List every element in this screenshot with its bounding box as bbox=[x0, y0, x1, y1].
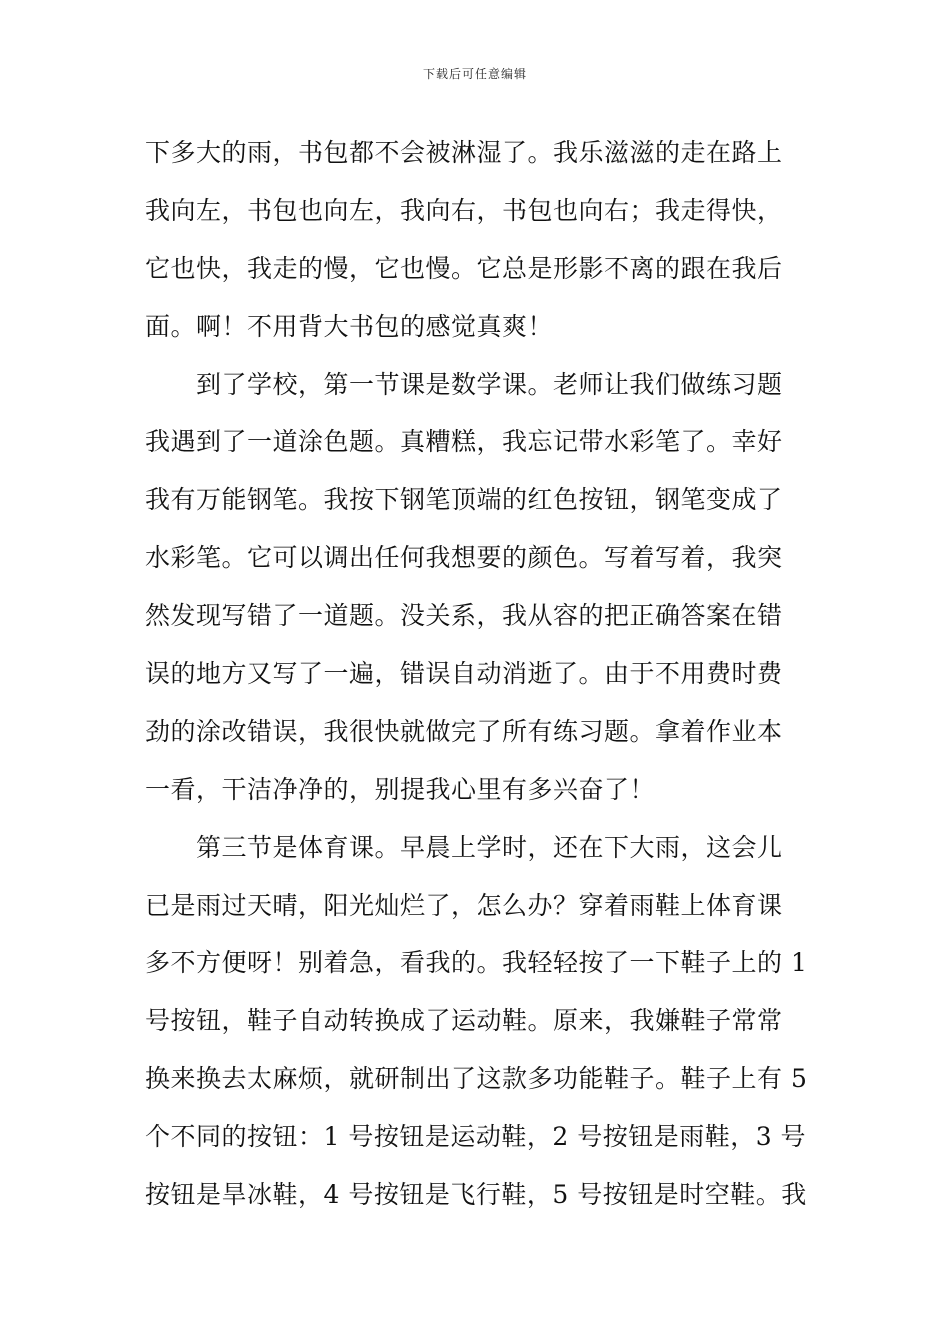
text-line: 按钮是旱冰鞋，4 号按钮是飞行鞋，5 号按钮是时空鞋。我 bbox=[145, 1180, 807, 1210]
text-line: 到了学校，第一节课是数学课。老师让我们做练习题 bbox=[145, 369, 783, 399]
text-line: 误的地方又写了一遍，错误自动消逝了。由于不用费时费 bbox=[145, 659, 783, 689]
text-line: 多不方便呀！别着急，看我的。我轻轻按了一下鞋子上的 1 bbox=[145, 948, 808, 978]
text-line: 我向左，书包也向左，我向右，书包也向右；我走得快， bbox=[145, 195, 783, 225]
text-line: 下多大的雨，书包都不会被淋湿了。我乐滋滋的走在路上 bbox=[145, 138, 783, 167]
text-line: 已是雨过天晴，阳光灿烂了，怎么办？穿着雨鞋上体育课 bbox=[145, 890, 783, 920]
text-line: 换来换去太麻烦，就研制出了这款多功能鞋子。鞋子上有 5 bbox=[145, 1064, 808, 1094]
text-line: 个不同的按钮：1 号按钮是运动鞋，2 号按钮是雨鞋，3 号 bbox=[145, 1122, 807, 1152]
text-line: 水彩笔。它可以调出任何我想要的颜色。写着写着，我突 bbox=[145, 543, 783, 573]
text-line: 一看，干洁净净的，别提我心里有多兴奋了！ bbox=[145, 774, 656, 804]
text-line: 面。啊！不用背大书包的感觉真爽！ bbox=[145, 311, 554, 341]
text-line: 劲的涂改错误，我很快就做完了所有练习题。拿着作业本 bbox=[145, 716, 783, 746]
text-line: 第三节是体育课。早晨上学时，还在下大雨，这会儿 bbox=[145, 832, 783, 862]
text-line: 它也快，我走的慢，它也慢。它总是形影不离的跟在我后 bbox=[145, 253, 783, 283]
text-line: 号按钮，鞋子自动转换成了运动鞋。原来，我嫌鞋子常常 bbox=[145, 1006, 783, 1036]
page-header-note: 下载后可任意编辑 bbox=[422, 67, 527, 81]
document-body bbox=[145, 131, 810, 1231]
text-line: 然发现写错了一道题。没关系，我从容的把正确答案在错 bbox=[145, 601, 783, 631]
text-line: 我遇到了一道涂色题。真糟糕，我忘记带水彩笔了。幸好 bbox=[145, 427, 783, 457]
text-line: 我有万能钢笔。我按下钢笔顶端的红色按钮，钢笔变成了 bbox=[145, 485, 783, 515]
